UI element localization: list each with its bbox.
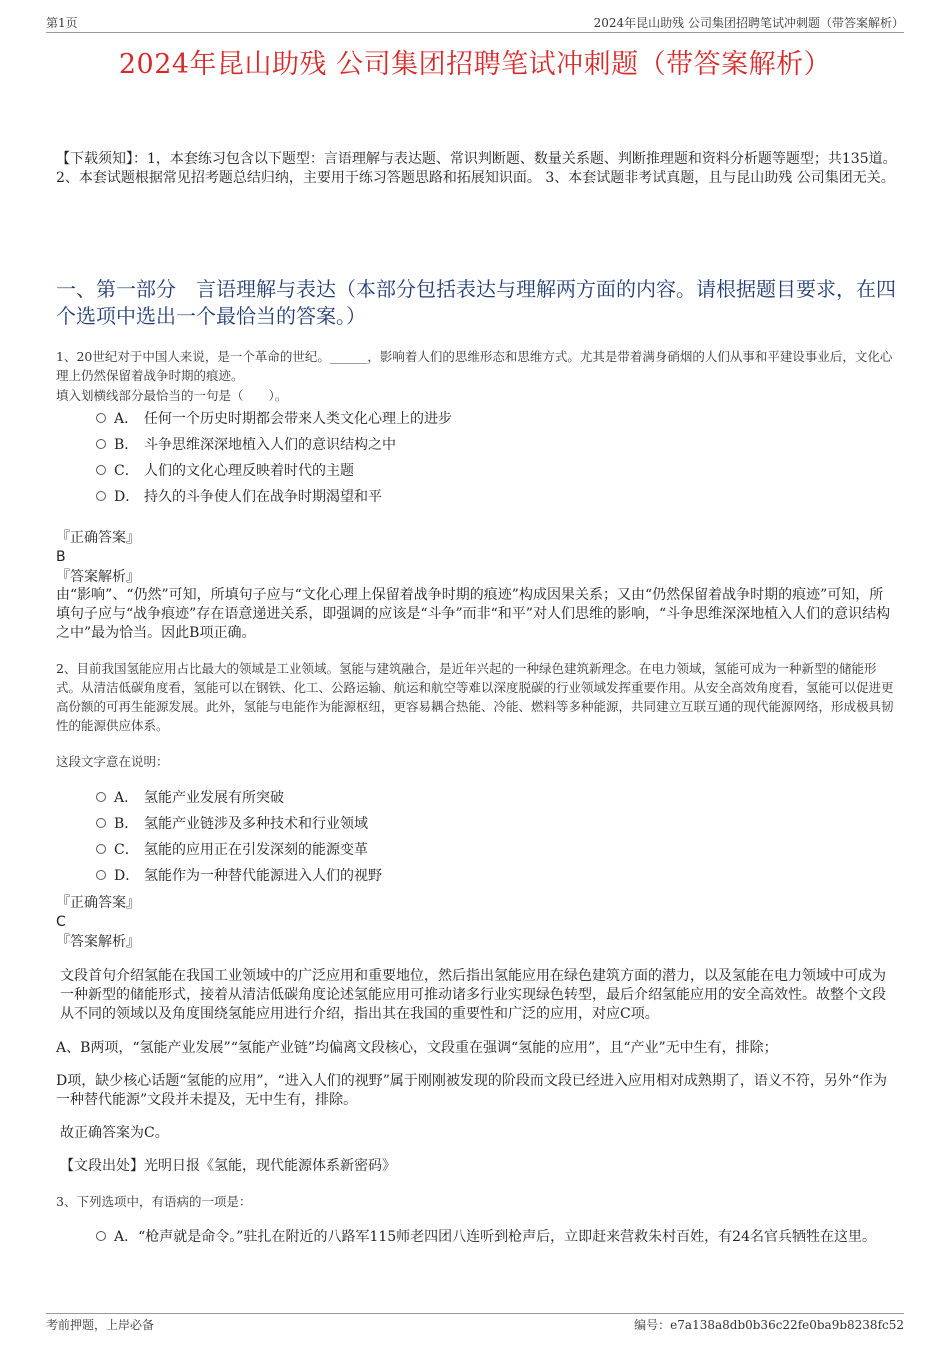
q2-analysis-paragraph-3: D项，缺少核心话题“氢能的应用”，“进入人们的视野”属于刚刚被发现的阶段而文段已经进入应用相对成熟期了，语义不符，另外“作为一种替代能源”文段并未提及，无中生有，排除。 bbox=[56, 1073, 888, 1108]
q1-answer: B bbox=[56, 549, 66, 565]
radio-icon[interactable] bbox=[96, 870, 106, 880]
document-title: 2024年昆山助残 公司集团招聘笔试冲刺题（带答案解析） bbox=[118, 49, 832, 80]
q2-option-b[interactable]: B． 氢能产业链涉及多种技术和行业领域 bbox=[96, 815, 368, 834]
q1-option-c[interactable]: C． 人们的文化心理反映着时代的主题 bbox=[96, 462, 354, 481]
q1-option-a[interactable]: A． 任何一个历史时期都会带来人类文化心理上的进步 bbox=[96, 410, 452, 429]
q2-analysis-paragraph-4: 故正确答案为C。 bbox=[60, 1125, 169, 1141]
q2-prompt: 这段文字意在说明： bbox=[56, 754, 169, 769]
q2-analysis-paragraph-2: A、B两项，“氢能产业发展”“氢能产业链”均偏离文段核心，文段重在强调“氢能的应用”，且“产业”无中生有，排除； bbox=[56, 1040, 778, 1056]
footer-serial: 编号：e7a138a8db0b36c22fe0ba9b8238fc52 bbox=[634, 1318, 904, 1332]
header-doc-title: 2024年昆山助残 公司集团招聘笔试冲刺题（带答案解析） bbox=[593, 16, 904, 30]
q2-answer: C bbox=[56, 914, 66, 930]
q1-text: 1、20世纪对于中国人来说，是一个革命的世纪。______，影响着人们的思维形态和思维方式。尤其是带着满身硝烟的人们从事和平建设事业后，文化心理上仍然保留着战争时期的痕迹。 bbox=[56, 349, 893, 383]
q1-analysis-label: 『答案解析』 bbox=[56, 569, 140, 585]
radio-icon[interactable] bbox=[96, 439, 106, 449]
q3-option-a[interactable]: A．“枪声就是命令。”驻扎在附近的八路军115师老四团八连听到枪声后，立即赶来营救朱村百姓，有24名官兵牺牲在这里。 bbox=[96, 1228, 896, 1247]
q2-option-c[interactable]: C． 氢能的应用正在引发深刻的能源变革 bbox=[96, 841, 368, 860]
q1-prompt: 填入划横线部分最恰当的一句是（ ）。 bbox=[56, 388, 288, 403]
radio-icon[interactable] bbox=[96, 491, 106, 501]
page-number: 第1页 bbox=[46, 16, 78, 30]
page-header bbox=[46, 14, 904, 33]
q3-text: 3、下列选项中，有语病的一项是： bbox=[56, 1194, 252, 1209]
q2-text: 2、目前我国氢能应用占比最大的领域是工业领域。氢能与建筑融合，是近年兴起的一种绿色建筑新理念。在电力领域，氢能可成为一种新型的储能形式。从清洁低碳角度看，氢能可以在钢铁、化工、公路运输、航运和航空等难以深度脱碳的行业领域发挥重要作用。从安全高效角度看，氢能可以促进更高份额的可再生能源发展。此外，氢能与电能作为能源枢纽，更容易耦合热能、冷能、燃料等多种能源，共同建立互联互通的现代能源网络，形成极具韧性的能源供应体系。 bbox=[56, 661, 894, 733]
q1-answer-label: 『正确答案』 bbox=[56, 530, 140, 546]
q1-analysis: 由“影响”、“仍然”可知，所填句子应与“文化心理上保留着战争时期的痕迹”构成因果关系；又由“仍然保留着战争时期的痕迹”可知，所填句子应与“战争痕迹”存在语意递进关系，即强调的应该是“斗争”而非“和平”对人们思维的影响，“斗争思维深深地植入人们的意识结构之中”最为恰当。因此B项正确。 bbox=[56, 587, 891, 641]
q1-option-b[interactable]: B． 斗争思维深深地植入人们的意识结构之中 bbox=[96, 436, 396, 455]
q1-option-d[interactable]: D． 持久的斗争使人们在战争时期渴望和平 bbox=[96, 488, 382, 507]
section-title: 一、第一部分 言语理解与表达（本部分包括表达与理解两方面的内容。请根据题目要求，在四个选项中选出一个最恰当的答案。） bbox=[56, 277, 896, 328]
q2-analysis-label: 『答案解析』 bbox=[56, 934, 140, 950]
radio-icon[interactable] bbox=[96, 413, 106, 423]
radio-icon[interactable] bbox=[96, 465, 106, 475]
q2-option-d[interactable]: D． 氢能作为一种替代能源进入人们的视野 bbox=[96, 867, 382, 886]
page-footer bbox=[46, 1313, 904, 1334]
download-notice: 【下载须知】：1，本套练习包含以下题型：言语理解与表达题、常识判断题、数量关系题、判断推理题和资料分析题等题型；共135道。 2、本套试题根据常见招考题总结归纳，主要用于练习答题思路和拓展知识面。 3、本套试题非考试真题，且与昆山助残 公司集团无关。 bbox=[56, 151, 897, 186]
footer-slogan: 考前押题，上岸必备 bbox=[46, 1318, 155, 1332]
radio-icon[interactable] bbox=[96, 818, 106, 828]
radio-icon[interactable] bbox=[96, 792, 106, 802]
q2-source: 【文段出处】光明日报《氢能，现代能源体系新密码》 bbox=[60, 1158, 396, 1174]
radio-icon[interactable] bbox=[96, 1231, 106, 1241]
q2-option-a[interactable]: A． 氢能产业发展有所突破 bbox=[96, 789, 284, 808]
q2-answer-label: 『正确答案』 bbox=[56, 895, 140, 911]
radio-icon[interactable] bbox=[96, 844, 106, 854]
q2-analysis-paragraph-1: 文段首句介绍氢能在我国工业领域中的广泛应用和重要地位，然后指出氢能应用在绿色建筑方面的潜力，以及氢能在电力领域中可成为一种新型的储能形式，接着从清洁低碳角度论述氢能应用可推动诸多行业实现绿色转型，最后介绍氢能应用的安全高效性。故整个文段从不同的领域以及角度围绕氢能应用进行介绍，指出其在我国的重要性和广泛的应用，对应C项。 bbox=[60, 968, 886, 1022]
